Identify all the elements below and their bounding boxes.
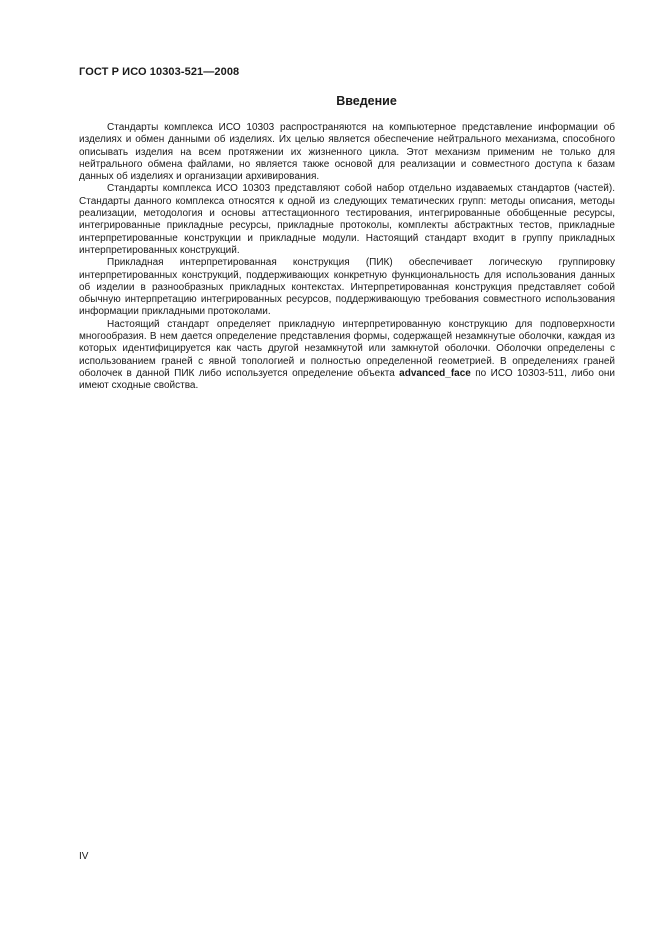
paragraph-structure: Стандарты комплекса ИСО 10303 представляют собой набор отдельно издаваемых стандартов (частей). Стандарты данного комплекса относятся к одной из следующих тематических групп: методы описания, методы реализации, методология и основы аттестационного тестирования, интегрированные обобщенные ресурсы, интегрированные прикладные ресурсы, прикладные протоколы, комплекты абстрактных тестов, прикладные интерпретированные конструкции и прикладные модули. Настоящий стандарт входит в группу прикладных интерпретированных конструкций.: [79, 183, 615, 256]
page-number: IV: [79, 851, 89, 862]
section-title: Введение: [336, 94, 397, 108]
introduction-body: [79, 122, 615, 393]
paragraph-text-before-term: Настоящий стандарт определяет прикладную интерпретированную конструкцию для подповерхности многообразия. В нем дается определение представления формы, содержащей незамкнутые оболочки, каждая из которых идентифицируется как часть другой незамкнутой или замкнутой оболочки. Оболочки определены с использованием граней с явной топологией и полностью определенной геометрией. В определениях граней оболочек в данной ПИК либо используется определение объекта: [79, 318, 615, 379]
paragraph-this-standard: [79, 319, 615, 393]
entity-name-term: advanced_face: [399, 367, 471, 379]
paragraph-aic-definition: Прикладная интерпретированная конструкция (ПИК) обеспечивает логическую группировку интерпретированных конструкций, поддерживающих конкретную функциональность для использования данных об изделии в разнообразных прикладных контекстах. Интерпретированная конструкция представляет собой обычную интерпретацию интегрированных ресурсов, поддерживающую требования совместного использования информации прикладными протоколами.: [79, 257, 615, 318]
paragraph-text-after-term: по ИСО 10303-511, либо они имеют сходные свойства.: [79, 367, 616, 392]
paragraph-scope: Стандарты комплекса ИСО 10303 распространяются на компьютерное представление информации об изделиях и обмен данными об изделиях. Их целью является обеспечение нейтрального механизма, способного описывать изделия на всем протяжении их жизненного цикла. Этот механизм применим не только для нейтрального обмена файлами, но является также основой для реализации и совместного доступа к базам данных об изделиях и организации архивирования.: [79, 122, 615, 183]
standard-designation: ГОСТ Р ИСО 10303-521—2008: [79, 66, 240, 78]
